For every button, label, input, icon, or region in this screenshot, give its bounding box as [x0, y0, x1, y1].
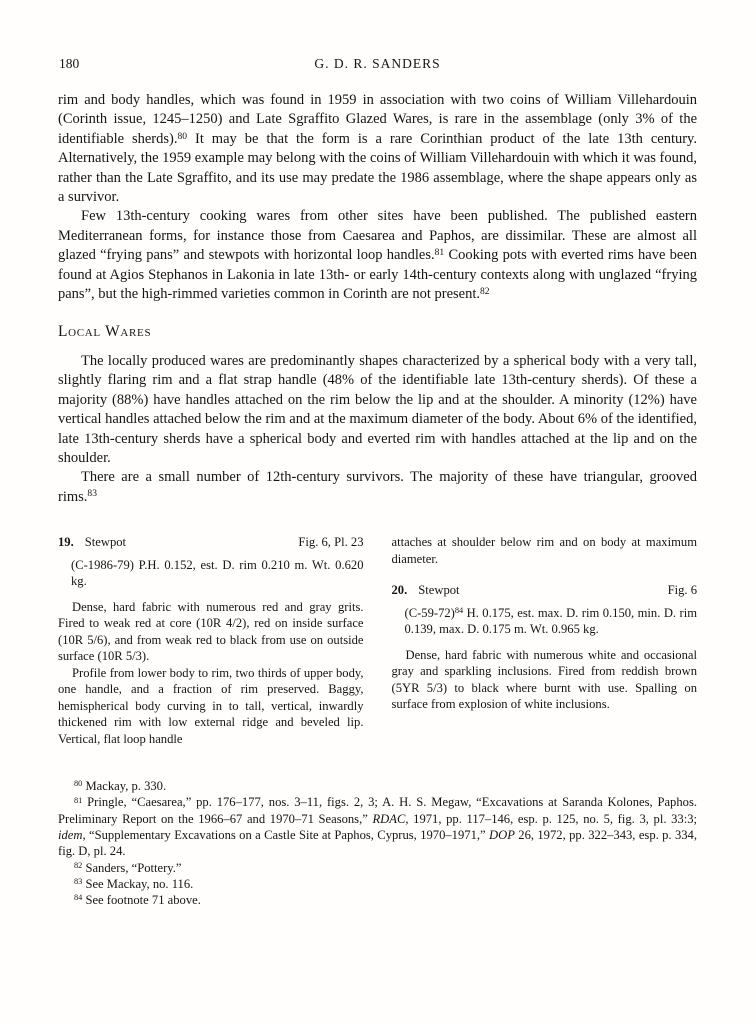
main-text-block: [58, 91, 697, 507]
section-heading-local-wares: Local Wares: [58, 323, 152, 341]
catalog-column-right: [392, 534, 698, 747]
page-header: [58, 56, 697, 74]
catalog-entry-20-header: [392, 582, 698, 599]
entry-description-fabric: Dense, hard fabric with numerous white and occasional gray and sparkling inclusions. Fired from reddish brown (5YR 5/3) to black where burnt with use. Spalling on surface from explosion of white inclusions.: [391, 647, 697, 712]
entry-id-line: (C-1986-79) P.H. 0.152, est. D. rim 0.210 m. Wt. 0.620 kg.: [71, 557, 364, 589]
footnote-82: $^{82}$ Sanders, “Pottery.”: [74, 860, 182, 875]
entry-title: Stewpot: [84, 535, 127, 550]
entry-figure-reference: Fig. 6: [667, 583, 697, 598]
entry-title: Stewpot: [418, 583, 460, 598]
entry-number: 19.: [58, 535, 74, 550]
entry-description-profile: Profile from lower body to rim, two thirds of upper body, one handle, and a fraction of rim preserved. Baggy, hemispherical body curving in to tall, vertical, inwardly thickened rim with low external ridge and beveled lip. Vertical, flat loop handle: [58, 665, 364, 746]
footnote-80: $^{80}$ Mackay, p. 330.: [74, 779, 167, 794]
footnotes-section: [58, 778, 697, 908]
footnote-83: $^{83}$ See Mackay, no. 116.: [74, 876, 194, 891]
body-paragraph-3: The locally produced wares are predominantly shapes characterized by a spherical body with a very tall, slightly flaring rim and a flat strap handle (48% of the identifiable late 13th-century sherds). Of these a majority (88%) have handles attached on the rim below the lip and at the shoulder. A minority (12%) have vertical handles attached below the rim and at the maximum diameter of the body. About 6% of the identified, late 13th-century sherds have a spherical body and everted rim with handles attached at the lip and on the shoulder.: [58, 352, 697, 466]
entry-19-continuation: attaches at shoulder below rim and on body at maximum diameter.: [391, 535, 697, 566]
body-paragraph-2: Few 13th-century cooking wares from other sites have been published. The published eastern Mediterranean forms, for instance those from Caesarea and Paphos, are dissimilar. These are almost all glazed “frying pans” and stewpots with horizontal loop handles.$^{81}$ Cooking pots with everted rims have been found at Agios Stephanos in Lakonia in late 13th- or early 14th-century contexts along with unglazed “frying pans”, but the high-rimmed varieties common in Corinth are not present.$^{82}$: [58, 208, 698, 303]
catalog-entry-20: [392, 582, 698, 713]
footnote-81: $^{81}$ Pringle, “Caesarea,” pp. 176–177, nos. 3–11, figs. 2, 3; A. H. S. Megaw, “Excavations at Saranda Kolones, Paphos. Preliminary Report on the 1966–67 and 1970–71 Seasons,” RDAC, 1971, pp. 117–146, esp. p. 125, no. 5, fig. 3, pl. 33:3; idem, “Supplementary Excavations on a Castle Site at Paphos, Cyprus, 1970–1971,” DOP 26, 1972, pp. 322–343, esp. p. 334, fig. D, pl. 24.: [58, 795, 698, 859]
running-head: G. D. R. SANDERS: [314, 56, 441, 71]
entry-id-line: $(C-59-72)^{84}$ H. 0.175, est. max. D. rim 0.150, min. D. rim 0.139, max. D. 0.175 m. Wt. 0.965 kg.: [404, 605, 697, 637]
catalog-column-left: [58, 534, 364, 747]
catalog-entry-20-title-group: [392, 582, 460, 599]
page-number: 180: [59, 56, 80, 71]
catalog-section: [58, 534, 697, 747]
footnote-84: $^{84}$ See footnote 71 above.: [74, 893, 201, 908]
catalog-entry-19-title-group: [58, 534, 126, 551]
catalog-entry-19-header: [58, 534, 364, 551]
entry-description-fabric: Dense, hard fabric with numerous red and gray grits. Fired to weak red at core (10R 4/2), red on inside surface (10R 5/6), and from weak red to black from use on outside surface (10R 5/3).: [58, 599, 364, 664]
body-paragraph-4: There are a small number of 12th-century survivors. The majority of these have triangular, grooved rims.$^{83}$: [58, 469, 697, 505]
entry-figure-reference: Fig. 6, Pl. 23: [298, 535, 364, 550]
body-paragraph-1: rim and body handles, which was found in 1959 in association with two coins of William Villehardouin (Corinth issue, 1245–1250) and Late Sgraffito Glazed Wares, is rare in the assemblage (only 3% of the identifiable sherds).$^{80}$ It may be that the form is a rare Corinthian product of the late 13th century. Alternatively, the 1959 example may belong with the coins of William Villehardouin with which it was found, rather than the Late Sgraffito, and its use may predate the 1986 assemblage, where the shape appears only as a survivor.: [58, 92, 697, 206]
entry-number: 20.: [391, 583, 408, 598]
catalog-entry-19: [58, 534, 364, 747]
